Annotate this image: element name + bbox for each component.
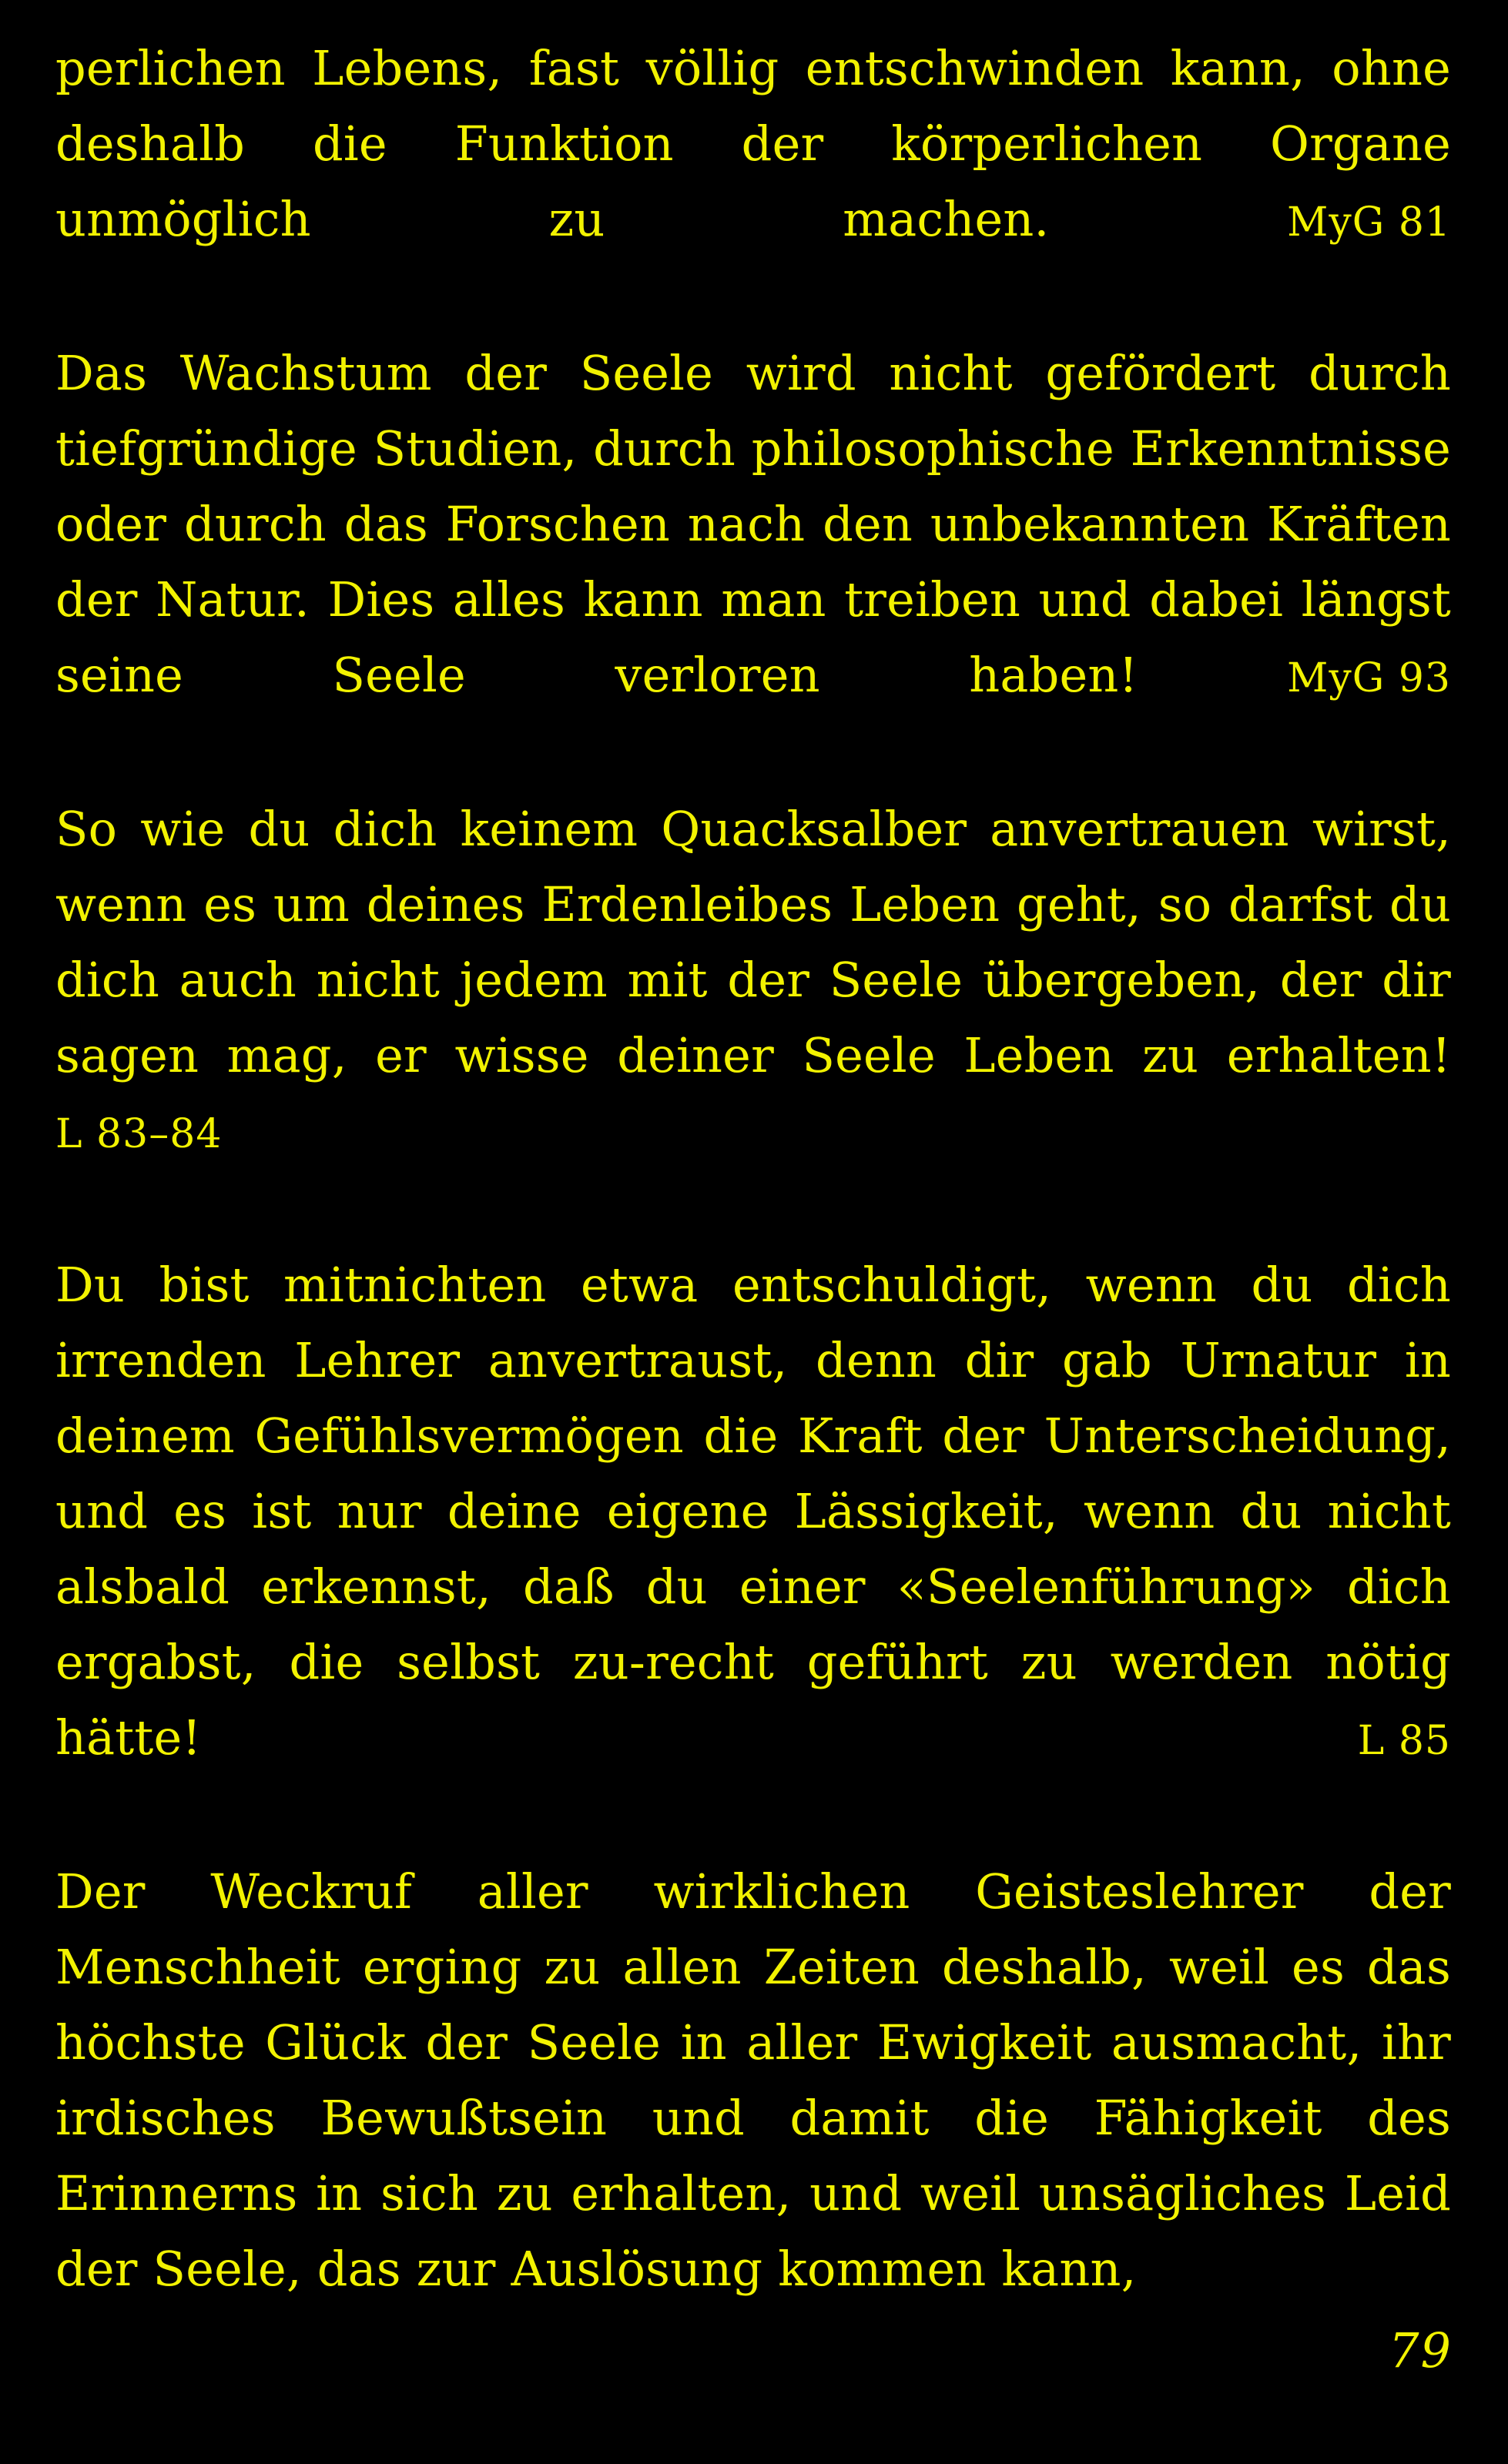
passage-3 xyxy=(55,792,1451,1172)
source-reference: L 85 xyxy=(1357,1718,1451,1764)
passage-1 xyxy=(55,31,1451,260)
passage-5 xyxy=(55,1854,1451,2307)
passage-4 xyxy=(55,1247,1451,1779)
passage-text: Du bist mitnichten etwa entschuldigt, wenn du dich irrenden Lehrer anvertraust, denn dir gab Urnatur in deinem Gefühlsvermögen die Kraft der Unterscheidung, und es ist nur deine eigene Lässigkeit, wenn du nicht alsbald erkennst, daß du einer «Seelenführung» dich ergabst, die selbst zu-recht geführt zu werden nötig hätte! xyxy=(55,1257,1451,1766)
source-reference: MyG 81 xyxy=(1287,199,1451,246)
source-reference: L 83–84 xyxy=(55,1111,223,1157)
book-page xyxy=(55,31,1451,2433)
passage-text: Das Wachstum der Seele wird nicht gefördert durch tiefgründige Studien, durch philosophische Erkenntnisse oder durch das Forschen nach den unbekannten Kräften der Natur. Dies alles kann man treiben und dabei längst seine Seele verloren haben! xyxy=(55,345,1451,703)
page-number: 79 xyxy=(1389,2322,1453,2379)
passage-text: perlichen Lebens, fast völlig entschwinden kann, ohne deshalb die Funktion der körperlichen Organe unmöglich zu machen. xyxy=(55,40,1451,247)
passage-text: Der Weckruf aller wirklichen Geisteslehrer der Menschheit erging zu allen Zeiten deshalb, weil es das höchste Glück der Seele in aller Ewigkeit ausmacht, ihr irdisches Bewußtsein und damit die Fähigkeit des Erinnerns in sich zu erhalten, und weil unsägliches Leid der Seele, das zur Auslösung kommen kann, xyxy=(55,1863,1451,2297)
source-reference: MyG 93 xyxy=(1287,655,1451,701)
passage-text: So wie du dich keinem Quacksalber anvertrauen wirst, wenn es um deines Erdenleibes Leben geht, so darfst du dich auch nicht jedem mit der Seele übergeben, der dir sagen mag, er wisse deiner Seele Leben zu erhalten! xyxy=(55,801,1451,1083)
passage-2 xyxy=(55,336,1451,716)
